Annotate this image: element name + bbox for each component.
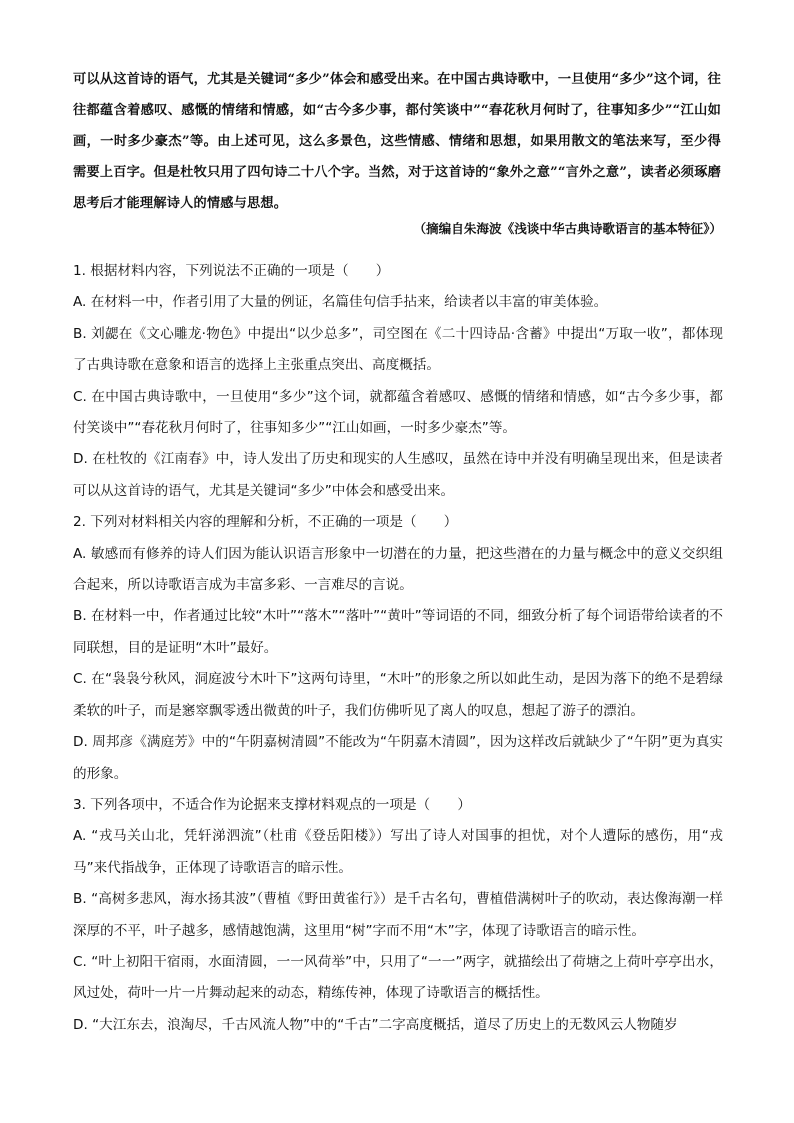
question-3: [73, 790, 723, 1041]
option-a: A. “戎马关山北，凭轩涕泗流”（杜甫《登岳阳楼》）写出了诗人对国事的担忧，对个人遭际的感伤，用“戎马”来代指战争，正体现了诗歌语言的暗示性。: [73, 828, 723, 876]
option-b: B. “高树多悲风，海水扬其波”（曹植《野田黄雀行》）是千古名句，曹植借满树叶子的吹动，表达像海潮一样深厚的不平，叶子越多，感情越饱满，这里用“树”字而不用“木”字，体现了诗歌语言的暗示性。: [73, 891, 723, 939]
option-a: A. 在材料一中，作者引用了大量的例证，名篇佳句信手拈来，给读者以丰富的审美体验。: [73, 294, 608, 311]
question-list: [73, 256, 723, 1041]
option-d: D. “大江东去，浪淘尽，千古风流人物”中的“千古”二字高度概括，道尽了历史上的无数风云人物随岁: [73, 1016, 678, 1033]
option-d: D. 周邦彦《满庭芳》中的“午阴嘉树清圆”不能改为“午阴嘉木清圆”，因为这样改后就缺少了“午阴”更为真实的形象。: [73, 734, 723, 782]
option-a: A. 敏感而有修养的诗人们因为能认识语言形象中一切潜在的力量，把这些潜在的力量与概念中的意义交织组合起来，所以诗歌语言成为丰富多彩、一言难尽的言说。: [73, 545, 723, 594]
passage-excerpt: [73, 64, 721, 219]
question-stem: 1. 根据材料内容，下列说法不正确的一项是（ ）: [73, 263, 390, 279]
question-1: [73, 256, 723, 507]
option-c: C. “叶上初阳干宿雨，水面清圆，一一风荷举”中，只用了“一一”两字，就描绘出了荷塘之上荷叶亭亭出水，风过处，荷叶一片一片舞动起来的动态，精练传神，体现了诗歌语言的概括性。: [73, 953, 723, 1002]
passage-text: 可以从这首诗的语气，尤其是关键词“多少”体会和感受出来。在中国古典诗歌中，一旦使用“多少”这个词，往往都蕴含着感叹、感慨的情绪和情感，如“古今多少事，都付笑谈中”“春花秋月何时了，往事知多少”“江山如画，一时多少豪杰”等。由上述可见，这么多景色，这些情感、情绪和思想，如果用散文的笔法来写，至少得需要上百字。但是杜牧只用了四句诗二十八个字。当然，对于这首诗的“象外之意”“言外之意”，读者必须琢磨思考后才能理解诗人的情感与思想。: [73, 72, 721, 211]
option-c: C. 在中国古典诗歌中，一旦使用“多少”这个词，就都蕴含着感叹、感慨的情绪和情感，如“古今多少事，都付笑谈中”“春花秋月何时了，往事知多少”“江山如画，一时多少豪杰”等。: [73, 388, 723, 437]
option-b: B. 刘勰在《文心雕龙·物色》中提出“以少总多”，司空图在《二十四诗品·含蓄》中提出“万取一收”，都体现了古典诗歌在意象和语言的选择上主张重点突出、高度概括。: [73, 325, 723, 374]
option-d: D. 在杜牧的《江南春》中，诗人发出了历史和现实的人生感叹，虽然在诗中并没有明确呈现出来，但是读者可以从这首诗的语气，尤其是关键词“多少”中体会和感受出来。: [73, 451, 723, 499]
question-stem: 2. 下列对材料相关内容的理解和分析，不正确的一项是（ ）: [73, 514, 458, 531]
question-2: [73, 507, 723, 790]
passage-source: （摘编自朱海波《浅谈中华古典诗歌语言的基本特征》）: [413, 221, 722, 236]
option-c: C. 在“袅袅兮秋风，洞庭波兮木叶下”这两句诗里，“木叶”的形象之所以如此生动，是因为落下的绝不是碧绿柔软的叶子，而是窸窣飘零透出微黄的叶子，我们仿佛听见了离人的叹息，想起了游子的漂泊。: [73, 671, 723, 719]
option-b: B. 在材料一中，作者通过比较“木叶”“落木”“落叶”“黄叶”等词语的不同，细致分析了每个词语带给读者的不同联想，目的是证明“木叶”最好。: [73, 608, 723, 656]
question-stem: 3. 下列各项中，不适合作为论据来支撑材料观点的一项是（ ）: [73, 796, 471, 813]
